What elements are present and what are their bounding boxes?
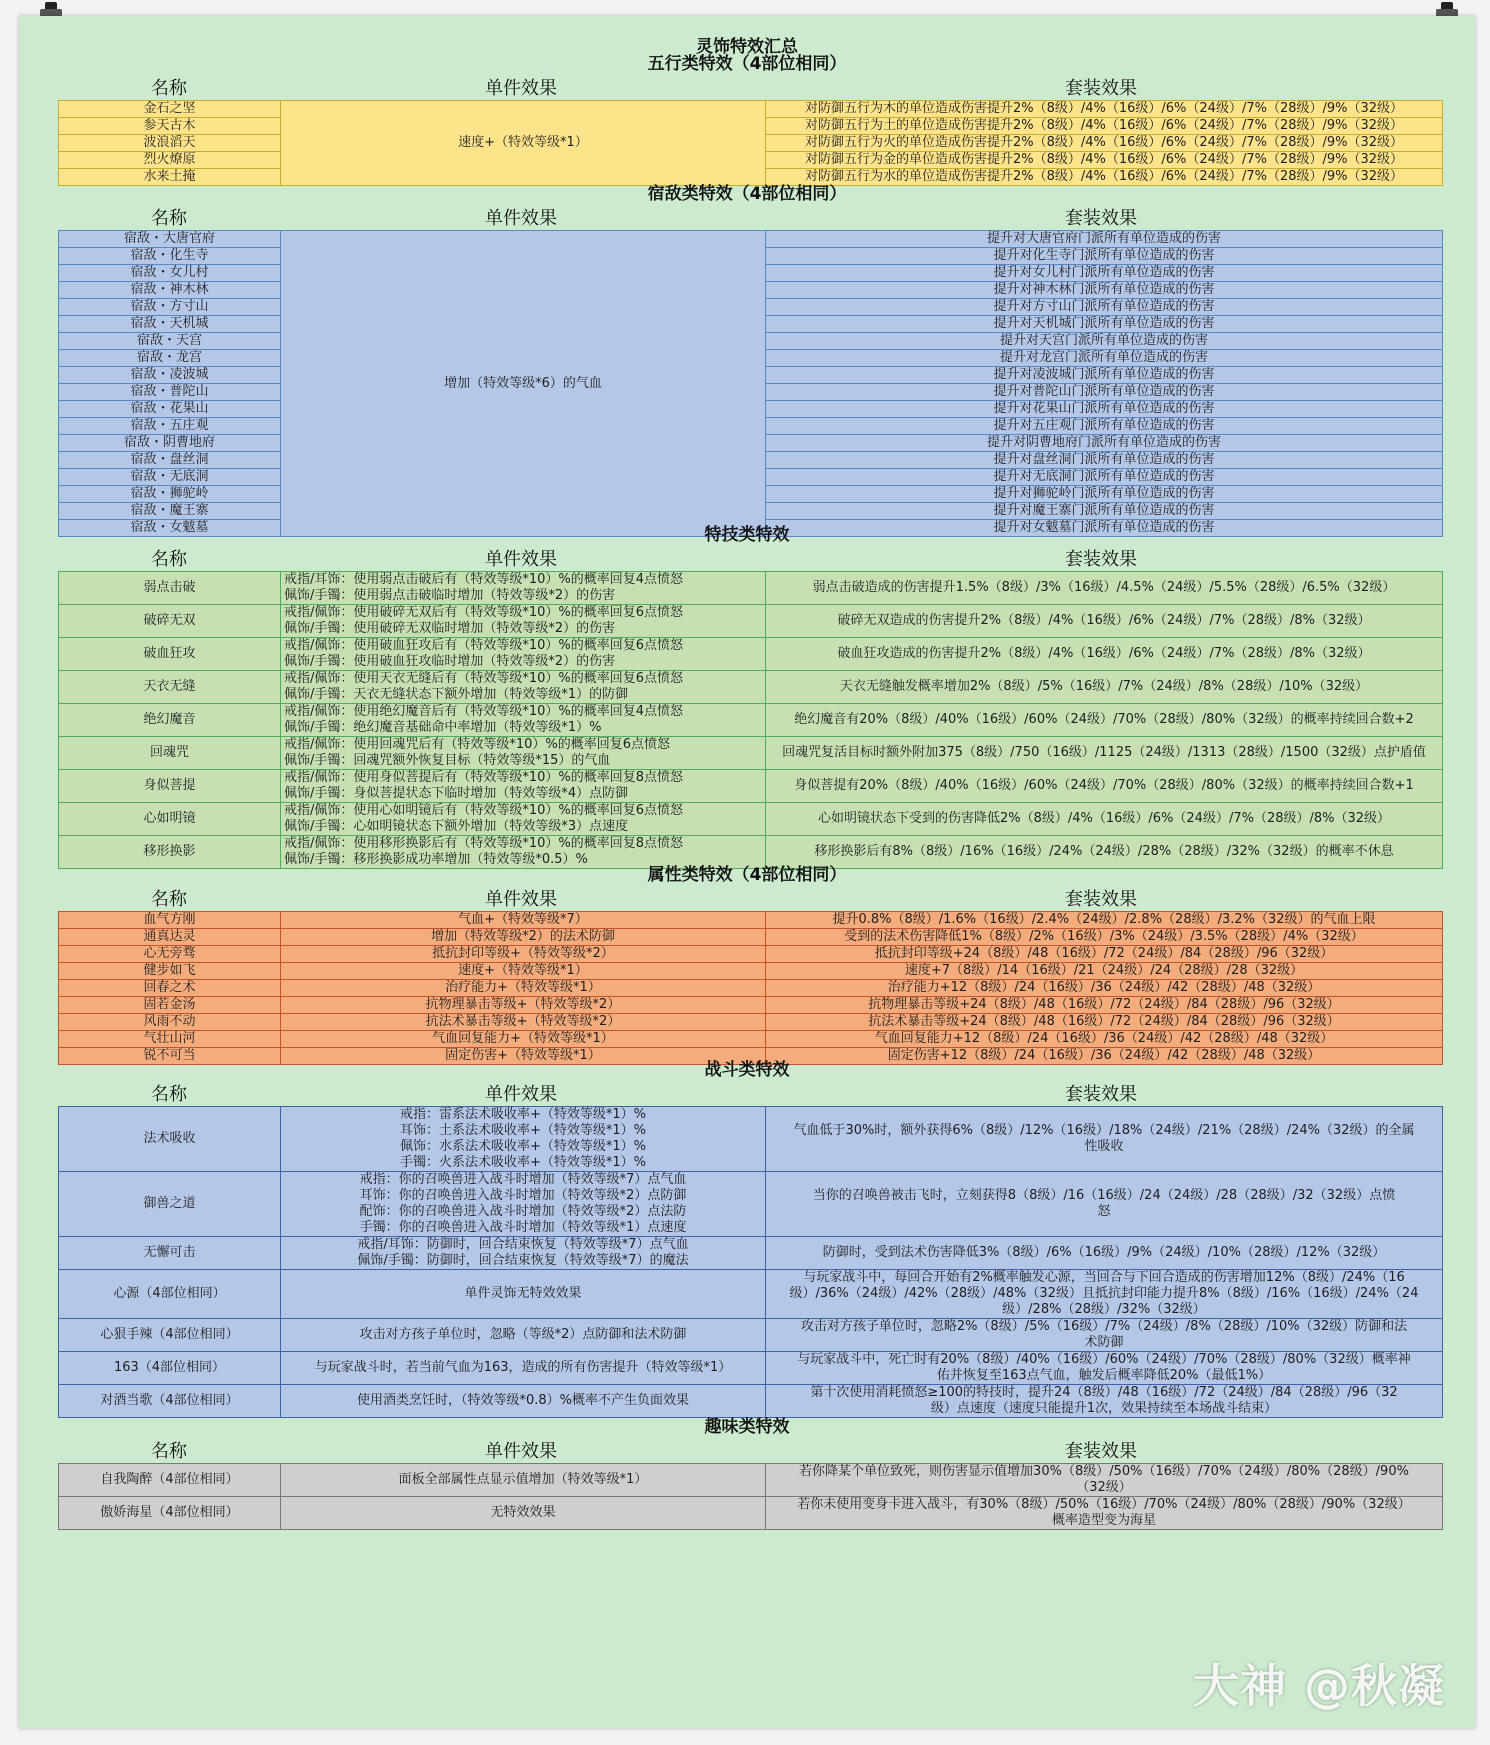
effect-name: 金石之坚	[59, 101, 281, 118]
text-line: 佩饰/手镯：防御时，回合结束恢复（特效等级*7）的魔法	[357, 1253, 689, 1268]
table-row	[59, 737, 1443, 770]
section-title-teji: 特技类特效	[704, 525, 790, 545]
text-line: 佩饰/手镯：天衣无缝状态下额外增加（特效等级*1）的防御	[284, 687, 629, 702]
set-effect: 提升对天机城门派所有单位造成的伤害	[766, 316, 1443, 333]
table-row	[59, 803, 1443, 836]
text-line: 防御时，受到法术伤害降低3%（8级）/6%（16级）/9%（24级）/10%（28级）/12%（32级）	[822, 1245, 1386, 1260]
set-effect: 提升对方寸山门派所有单位造成的伤害	[766, 299, 1443, 316]
text-line: 戒指/佩饰：使用身似菩提后有（特效等级*10）%的概率回复8点愤怒	[284, 770, 684, 785]
set-effect: 提升对女魃墓门派所有单位造成的伤害	[766, 520, 1443, 537]
set-effect: 提升对阴曹地府门派所有单位造成的伤害	[766, 435, 1443, 452]
effect-name: 心如明镜	[59, 803, 281, 836]
effect-name: 回魂咒	[59, 737, 281, 770]
table-row	[59, 605, 1443, 638]
text-line: 手镯：你的召唤兽进入战斗时增加（特效等级*1）点速度	[359, 1220, 687, 1235]
effect-name: 心无旁骛	[59, 946, 281, 963]
single-effect	[281, 737, 766, 770]
effect-name: 宿敌・阴曹地府	[59, 435, 281, 452]
text-line: 戒指：雷系法术吸收率+（特效等级*1）%	[399, 1107, 647, 1122]
effect-name: 宿敌・普陀山	[59, 384, 281, 401]
section-title-shuxing: 属性类特效（4部位相同）	[647, 865, 847, 885]
watermark: 大神 @秋凝	[1192, 1659, 1445, 1713]
effect-name: 宿敌・狮驼岭	[59, 486, 281, 503]
effect-name: 宿敌・女儿村	[59, 265, 281, 282]
text-line: （32级）	[1076, 1480, 1132, 1495]
section-title-zhandou: 战斗类特效	[704, 1060, 790, 1080]
single-effect: 固定伤害+（特效等级*1）	[281, 1048, 766, 1065]
text-line: 第十次使用消耗愤怒≥100的特技时，提升24（8级）/48（16级）/72（24级）/84（28级）/96（32	[810, 1385, 1398, 1400]
single-effect	[281, 1107, 766, 1172]
table-row	[59, 963, 1443, 980]
set-effect: 提升对神木林门派所有单位造成的伤害	[766, 282, 1443, 299]
effect-name: 法术吸收	[59, 1107, 281, 1172]
effect-name: 宿敌・五庄观	[59, 418, 281, 435]
table-row	[59, 1107, 1443, 1172]
effect-name: 宿敌・花果山	[59, 401, 281, 418]
table-row	[59, 946, 1443, 963]
set-effect: 心如明镜状态下受到的伤害降低2%（8级）/4%（16级）/6%（24级）/7%（28级）/8%（32级）	[766, 803, 1443, 836]
set-effect: 抗物理暴击等级+24（8级）/48（16级）/72（24级）/84（28级）/96（32级）	[766, 997, 1443, 1014]
table-row	[59, 1319, 1443, 1352]
single-effect: 气血+（特效等级*7）	[281, 912, 766, 929]
single-effect: 增加（特效等级*6）的气血	[281, 231, 766, 537]
effect-name: 宿敌・龙宫	[59, 350, 281, 367]
effect-name: 绝幻魔音	[59, 704, 281, 737]
set-effect	[766, 1237, 1443, 1270]
set-effect: 提升对普陀山门派所有单位造成的伤害	[766, 384, 1443, 401]
text-line: 戒指/佩饰：使用破血狂攻后有（特效等级*10）%的概率回复6点愤怒	[284, 638, 684, 653]
text-line: 戒指/佩饰：使用破碎无双后有（特效等级*10）%的概率回复6点愤怒	[284, 605, 684, 620]
single-effect	[281, 770, 766, 803]
single-effect	[281, 1352, 766, 1385]
single-effect: 增加（特效等级*2）的法术防御	[281, 929, 766, 946]
effect-name: 心狠手辣（4部位相同）	[59, 1319, 281, 1352]
text-line: 与玩家战斗中，每回合开始有2%概率触发心源，当回合与下回合造成的伤害增加12%（8级）/24%（16	[803, 1270, 1405, 1285]
effect-name: 参天古木	[59, 118, 281, 135]
text-line: 怒	[1097, 1204, 1111, 1219]
set-effect	[766, 1497, 1443, 1530]
effect-name: 健步如飞	[59, 963, 281, 980]
set-effect	[766, 1464, 1443, 1497]
single-effect	[281, 1385, 766, 1418]
text-line: 配饰：你的召唤兽进入战斗时增加（特效等级*2）点法防	[359, 1204, 687, 1219]
set-effect: 破碎无双造成的伤害提升2%（8级）/4%（16级）/6%（24级）/7%（28级）/8%（32级）	[766, 605, 1443, 638]
set-effect: 提升对盘丝洞门派所有单位造成的伤害	[766, 452, 1443, 469]
single-effect	[281, 1319, 766, 1352]
set-effect	[766, 1172, 1443, 1237]
text-line: 戒指/佩饰：使用心如明镜后有（特效等级*10）%的概率回复6点愤怒	[284, 803, 684, 818]
effect-name: 宿敌・魔王寨	[59, 503, 281, 520]
single-effect	[281, 638, 766, 671]
text-line: 戒指/佩饰：使用回魂咒后有（特效等级*10）%的概率回复6点愤怒	[284, 737, 671, 752]
table-row	[59, 1172, 1443, 1237]
effect-name: 傲娇海星（4部位相同）	[59, 1497, 281, 1530]
text-line: 性吸收	[1084, 1139, 1124, 1154]
wuxing-table	[58, 100, 1443, 186]
header-single: 单件效果	[485, 889, 557, 910]
set-effect: 提升对大唐官府门派所有单位造成的伤害	[766, 231, 1443, 248]
set-effect: 对防御五行为土的单位造成伤害提升2%（8级）/4%（16级）/6%（24级）/7%（28级）/9%（32级）	[766, 118, 1443, 135]
text-line: 佩饰/手镯：回魂咒额外恢复目标（特效等级*15）的气血	[284, 753, 611, 768]
set-effect: 速度+7（8级）/14（16级）/21（24级）/24（28级）/28（32级）	[766, 963, 1443, 980]
header-set: 套装效果	[1065, 208, 1137, 229]
effect-name: 通真达灵	[59, 929, 281, 946]
effect-name: 破碎无双	[59, 605, 281, 638]
effect-name: 宿敌・女魃墓	[59, 520, 281, 537]
header-set: 套装效果	[1065, 549, 1137, 570]
text-line: 佩饰/手镯：使用破血狂攻临时增加（特效等级*2）的伤害	[284, 654, 616, 669]
table-row	[59, 1385, 1443, 1418]
text-line: 戒指/佩饰：使用天衣无缝后有（特效等级*10）%的概率回复6点愤怒	[284, 671, 684, 686]
single-effect	[281, 1270, 766, 1319]
text-line: 佩饰/手镯：心如明镜状态下额外增加（特效等级*3）点速度	[284, 819, 629, 834]
table-row	[59, 704, 1443, 737]
text-line: 戒指/佩饰：使用移形换影后有（特效等级*10）%的概率回复8点愤怒	[284, 836, 684, 851]
table-row	[59, 1464, 1443, 1497]
set-effect: 弱点击破造成的伤害提升1.5%（8级）/3%（16级）/4.5%（24级）/5.5%（28级）/6.5%（32级）	[766, 572, 1443, 605]
set-effect	[766, 1385, 1443, 1418]
text-line: 攻击对方孩子单位时，忽略（等级*2）点防御和法术防御	[359, 1327, 687, 1342]
effect-name: 波浪滔天	[59, 135, 281, 152]
text-line: 佩饰/手镯：身似菩提状态下临时增加（特效等级*4）点防御	[284, 786, 629, 801]
teji-table	[58, 571, 1443, 869]
header-name: 名称	[151, 1084, 187, 1105]
table-row	[59, 912, 1443, 929]
set-effect: 移形换影后有8%（8级）/16%（16级）/24%（24级）/28%（28级）/32%（32级）的概率不休息	[766, 836, 1443, 869]
text-line: 级）/28%（28级）/32%（32级）	[1002, 1302, 1206, 1317]
effect-name: 身似菩提	[59, 770, 281, 803]
effect-name: 破血狂攻	[59, 638, 281, 671]
set-effect: 对防御五行为水的单位造成伤害提升2%（8级）/4%（16级）/6%（24级）/7%（28级）/9%（32级）	[766, 169, 1443, 186]
header-name: 名称	[151, 1441, 187, 1462]
header-single: 单件效果	[485, 78, 557, 99]
header-name: 名称	[151, 549, 187, 570]
text-line: 术防御	[1084, 1335, 1124, 1350]
text-line: 使用酒类烹饪时，（特效等级*0.8）%概率不产生负面效果	[356, 1393, 690, 1408]
text-line: 若你未使用变身卡进入战斗，有30%（8级）/50%（16级）/70%（24级）/80%（28级）/90%（32级）	[797, 1497, 1411, 1512]
text-line: 佩饰：水系法术吸收率+（特效等级*1）%	[399, 1139, 647, 1154]
effect-name: 气壮山河	[59, 1031, 281, 1048]
table-row	[59, 101, 1443, 118]
single-effect: 抗法术暴击等级+（特效等级*2）	[281, 1014, 766, 1031]
sheet	[19, 16, 1475, 1728]
effect-name: 宿敌・化生寺	[59, 248, 281, 265]
set-effect: 回魂咒复活目标时额外附加375（8级）/750（16级）/1125（24级）/1313（28级）/1500（32级）点护盾值	[766, 737, 1443, 770]
text-line: 戒指/佩饰：使用绝幻魔音后有（特效等级*10）%的概率回复4点愤怒	[284, 704, 684, 719]
single-effect: 气血回复能力+（特效等级*1）	[281, 1031, 766, 1048]
single-effect: 治疗能力+（特效等级*1）	[281, 980, 766, 997]
set-effect: 提升对无底洞门派所有单位造成的伤害	[766, 469, 1443, 486]
header-single: 单件效果	[485, 208, 557, 229]
table-row	[59, 770, 1443, 803]
set-effect: 提升对狮驼岭门派所有单位造成的伤害	[766, 486, 1443, 503]
header-name: 名称	[151, 78, 187, 99]
table-row	[59, 572, 1443, 605]
effect-name: 宿敌・神木林	[59, 282, 281, 299]
text-line: 级）点速度（速度只能提升1次，效果持续至本场战斗结束）	[930, 1401, 1278, 1416]
set-effect: 抵抗封印等级+24（8级）/48（16级）/72（24级）/84（28级）/96（32级）	[766, 946, 1443, 963]
table-row	[59, 1237, 1443, 1270]
effect-name: 天衣无缝	[59, 671, 281, 704]
set-effect: 绝幻魔音有20%（8级）/40%（16级）/60%（24级）/70%（28级）/80%（32级）的概率持续回合数+2	[766, 704, 1443, 737]
single-effect	[281, 1172, 766, 1237]
set-effect: 提升对五庄观门派所有单位造成的伤害	[766, 418, 1443, 435]
effect-name: 163（4部位相同）	[59, 1352, 281, 1385]
header-set: 套装效果	[1065, 78, 1137, 99]
page-title: 灵饰特效汇总	[696, 37, 798, 57]
set-effect: 对防御五行为金的单位造成伤害提升2%（8级）/4%（16级）/6%（24级）/7%（28级）/9%（32级）	[766, 152, 1443, 169]
text-line: 级）/36%（24级）/42%（28级）/48%（32级）且抵抗封印能力提升8%（8级）/16%（16级）/24%（24	[789, 1286, 1419, 1301]
table-row	[59, 929, 1443, 946]
set-effect: 提升对魔王寨门派所有单位造成的伤害	[766, 503, 1443, 520]
text-line: 佑并恢复至163点气血，触发后概率降低20%（最低1%）	[936, 1368, 1272, 1383]
text-line: 概率造型变为海星	[1051, 1513, 1156, 1528]
effect-name: 回春之术	[59, 980, 281, 997]
text-line: 戒指：你的召唤兽进入战斗时增加（特效等级*7）点气血	[359, 1172, 687, 1187]
table-row	[59, 1031, 1443, 1048]
set-effect: 提升对化生寺门派所有单位造成的伤害	[766, 248, 1443, 265]
table-row	[59, 671, 1443, 704]
single-effect	[281, 1237, 766, 1270]
effect-name: 宿敌・盘丝洞	[59, 452, 281, 469]
table-row	[59, 1014, 1443, 1031]
set-effect: 破血狂攻造成的伤害提升2%（8级）/4%（16级）/6%（24级）/7%（28级）/8%（32级）	[766, 638, 1443, 671]
table-row	[59, 638, 1443, 671]
single-effect	[281, 803, 766, 836]
text-line: 若你降某个单位致死，则伤害显示值增加30%（8级）/50%（16级）/70%（24级）/80%（28级）/90%	[799, 1464, 1409, 1479]
effect-name: 移形换影	[59, 836, 281, 869]
set-effect: 气血回复能力+12（8级）/24（16级）/36（24级）/42（28级）/48（32级）	[766, 1031, 1443, 1048]
set-effect	[766, 1270, 1443, 1319]
table-row	[59, 1270, 1443, 1319]
section-title-sudi: 宿敌类特效（4部位相同）	[647, 184, 847, 204]
text-line: 佩饰/手镯：使用弱点击破临时增加（特效等级*2）的伤害	[284, 588, 616, 603]
single-effect: 无特效效果	[281, 1497, 766, 1530]
single-effect	[281, 704, 766, 737]
text-line: 戒指/耳饰：使用弱点击破后有（特效等级*10）%的概率回复4点愤怒	[284, 572, 684, 587]
text-line: 气血低于30%时，额外获得6%（8级）/12%（16级）/18%（24级）/21%（28级）/24%（32级）的全属	[793, 1123, 1415, 1138]
header-set: 套装效果	[1065, 889, 1137, 910]
section-title-wuxing: 五行类特效（4部位相同）	[647, 54, 847, 74]
text-line: 与玩家战斗中，死亡时有20%（8级）/40%（16级）/60%（24级）/70%（28级）/80%（32级）概率神	[797, 1352, 1411, 1367]
zhandou-table	[58, 1106, 1443, 1418]
effect-name: 对酒当歌（4部位相同）	[59, 1385, 281, 1418]
set-effect: 提升对凌波城门派所有单位造成的伤害	[766, 367, 1443, 384]
effect-name: 宿敌・大唐官府	[59, 231, 281, 248]
text-line: 耳饰：土系法术吸收率+（特效等级*1）%	[399, 1123, 647, 1138]
table-row	[59, 1497, 1443, 1530]
set-effect: 提升对龙宫门派所有单位造成的伤害	[766, 350, 1443, 367]
text-line: 当你的召唤兽被击飞时，立刻获得8（8级）/16（16级）/24（24级）/28（28级）/32（32级）点愤	[812, 1188, 1396, 1203]
set-effect: 固定伤害+12（8级）/24（16级）/36（24级）/42（28级）/48（32级）	[766, 1048, 1443, 1065]
text-line: 佩饰/手镯：绝幻魔音基础命中率增加（特效等级*1）%	[284, 720, 602, 735]
set-effect: 对防御五行为木的单位造成伤害提升2%（8级）/4%（16级）/6%（24级）/7%（28级）/9%（32级）	[766, 101, 1443, 118]
effect-name: 锐不可当	[59, 1048, 281, 1065]
set-effect	[766, 1319, 1443, 1352]
effect-name: 御兽之道	[59, 1172, 281, 1237]
set-effect: 受到的法术伤害降低1%（8级）/2%（16级）/3%（24级）/3.5%（28级）/4%（32级）	[766, 929, 1443, 946]
effect-name: 宿敌・无底洞	[59, 469, 281, 486]
single-effect: 速度+（特效等级*1）	[281, 963, 766, 980]
single-effect: 速度+（特效等级*1）	[281, 101, 766, 186]
table-row	[59, 1352, 1443, 1385]
effect-name: 弱点击破	[59, 572, 281, 605]
single-effect	[281, 605, 766, 638]
single-effect: 抗物理暴击等级+（特效等级*2）	[281, 997, 766, 1014]
effect-name: 宿敌・天宫	[59, 333, 281, 350]
shuxing-table	[58, 911, 1443, 1065]
header-set: 套装效果	[1065, 1084, 1137, 1105]
text-line: 戒指/耳饰：防御时，回合结束恢复（特效等级*7）点气血	[357, 1237, 689, 1252]
text-line: 攻击对方孩子单位时，忽略2%（8级）/5%（16级）/7%（24级）/8%（28级）/10%（32级）防御和法	[800, 1319, 1408, 1334]
header-single: 单件效果	[485, 1084, 557, 1105]
single-effect	[281, 671, 766, 704]
text-line: 与玩家战斗时，若当前气血为163，造成的所有伤害提升（特效等级*1）	[314, 1360, 732, 1375]
header-name: 名称	[151, 889, 187, 910]
effect-name: 水来土掩	[59, 169, 281, 186]
quwei-table	[58, 1463, 1443, 1530]
effect-name: 宿敌・方寸山	[59, 299, 281, 316]
effect-name: 自我陶醉（4部位相同）	[59, 1464, 281, 1497]
effect-name: 宿敌・天机城	[59, 316, 281, 333]
sudi-table	[58, 230, 1443, 537]
single-effect: 抵抗封印等级+（特效等级*2）	[281, 946, 766, 963]
text-line: 佩饰/手镯：使用破碎无双临时增加（特效等级*2）的伤害	[284, 621, 616, 636]
header-name: 名称	[151, 208, 187, 229]
table-row	[59, 980, 1443, 997]
set-effect: 提升对天宫门派所有单位造成的伤害	[766, 333, 1443, 350]
set-effect: 治疗能力+12（8级）/24（16级）/36（24级）/42（28级）/48（32级）	[766, 980, 1443, 997]
set-effect: 对防御五行为火的单位造成伤害提升2%（8级）/4%（16级）/6%（24级）/7%（28级）/9%（32级）	[766, 135, 1443, 152]
effect-name: 心源（4部位相同）	[59, 1270, 281, 1319]
effect-name: 血气方刚	[59, 912, 281, 929]
header-single: 单件效果	[485, 549, 557, 570]
set-effect: 天衣无缝触发概率增加2%（8级）/5%（16级）/7%（24级）/8%（28级）/10%（32级）	[766, 671, 1443, 704]
header-single: 单件效果	[485, 1441, 557, 1462]
set-effect: 提升0.8%（8级）/1.6%（16级）/2.4%（24级）/2.8%（28级）/3.2%（32级）的气血上限	[766, 912, 1443, 929]
text-line: 单件灵饰无特效效果	[464, 1286, 582, 1301]
set-effect	[766, 1107, 1443, 1172]
effect-name: 风雨不动	[59, 1014, 281, 1031]
effect-name: 宿敌・凌波城	[59, 367, 281, 384]
text-line: 手镯：火系法术吸收率+（特效等级*1）%	[399, 1155, 647, 1170]
set-effect: 提升对花果山门派所有单位造成的伤害	[766, 401, 1443, 418]
single-effect	[281, 572, 766, 605]
set-effect: 身似菩提有20%（8级）/40%（16级）/60%（24级）/70%（28级）/80%（32级）的概率持续回合数+1	[766, 770, 1443, 803]
single-effect: 面板全部属性点显示值增加（特效等级*1）	[281, 1464, 766, 1497]
set-effect: 抗法术暴击等级+24（8级）/48（16级）/72（24级）/84（28级）/96（32级）	[766, 1014, 1443, 1031]
effect-name: 无懈可击	[59, 1237, 281, 1270]
table-row	[59, 231, 1443, 248]
set-effect	[766, 1352, 1443, 1385]
effect-name: 烈火燎原	[59, 152, 281, 169]
text-line: 耳饰：你的召唤兽进入战斗时增加（特效等级*2）点防御	[359, 1188, 687, 1203]
set-effect: 提升对女儿村门派所有单位造成的伤害	[766, 265, 1443, 282]
effect-name: 固若金汤	[59, 997, 281, 1014]
text-line: 佩饰/手镯：移形换影成功率增加（特效等级*0.5）%	[284, 852, 588, 867]
section-title-quwei: 趣味类特效	[704, 1417, 790, 1437]
table-row	[59, 997, 1443, 1014]
header-set: 套装效果	[1065, 1441, 1137, 1462]
